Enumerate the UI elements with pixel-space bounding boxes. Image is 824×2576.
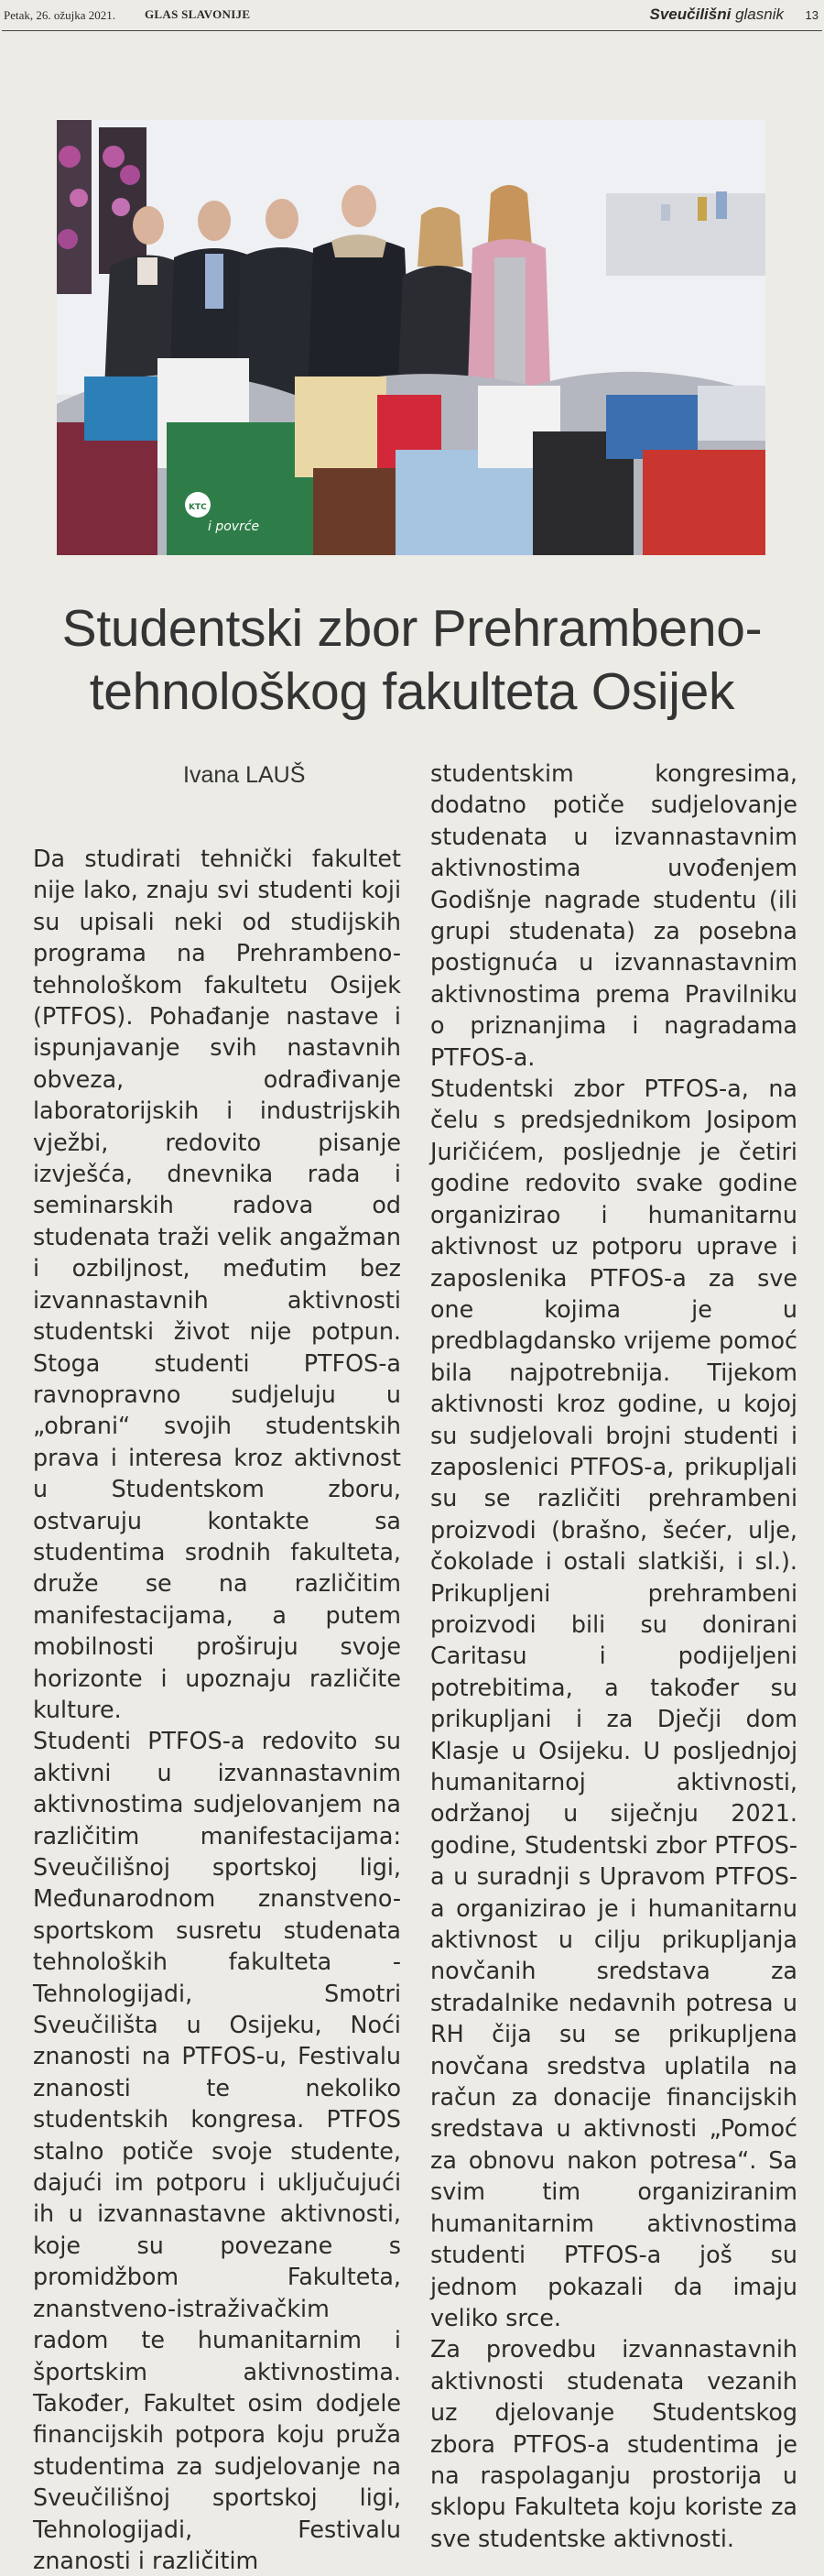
bag-logo: KTC	[189, 503, 207, 512]
paragraph-3: Studentski zbor PTFOS-a, na čelu s predsjednikom Josipom Juričićem, posljednje je četiri godine redovito svake godine organizirao i humanitarnu aktivnost uz potporu uprave i zaposlenika PTFOS-a za sve one kojima je u predblagdansko vrijeme pomoć bila najpotrebnija. Tijekom aktivnosti kroz godine, u kojoj su sudjelovali brojni studenti i zaposlenici PTFOS-a, prikupljali su se različiti prehrambeni proizvodi (brašno, šećer, ulje, čokolade i ostali slatkiši, i sl.). Prikupljeni prehrambeni proizvodi bili su donirani Caritasu i podijeljeni potrebitima, a također su prikupljani i za Dječji dom Klasje u Osijeku. U posljednjoj humanitarnoj aktivnosti, održanoj u siječnju 2021. godine, Studentski zbor PTFOS-a u suradnji s Upravom PTFOS-a organizirao je i humanitarnu aktivnost u cilju prikupljanja novčanih sredstava za stradalnike nedavnih potresa u RH čija su se prikupljena novčana sredstva uplatila na račun za donacije financijskih sredstava u aktivnosti „Pomoć za obnovu nakon potresa“. Sa svim tim organiziranim humanitarnim aktivnostima studenti PTFOS-a još su jednom pokazali da imaju veliko srce.	[430, 1075, 797, 2331]
publication-name-bold: Sveučilišni	[649, 5, 732, 23]
paragraph-2-part-2: studentskim kongresima, dodatno potiče sudjelovanje studenata u izvannastavnim aktivnostima uvođenjem Godišnje nagrade studentu (ili grupi studenata) za posebna postignuća u izvannastavnim aktivnostima prema Pravilniku o priznanjima i nagradama PTFOS-a.	[430, 759, 797, 1071]
article-author: Ivana LAUŠ	[183, 762, 306, 788]
publication-name	[650, 5, 784, 24]
photo-illustration	[57, 120, 765, 555]
article-column-left	[33, 843, 401, 2576]
page-number: 13	[805, 8, 819, 22]
issue-date: Petak, 26. ožujka 2021.	[4, 8, 116, 22]
paragraph-1: Da studirati tehnički fakultet nije lako, znaju svi studenti koji su upisali neki od studijskih programa na Prehrambeno-tehnološkom fakultetu Osijek (PTFOS). Pohađanje nastave i ispunjavanje svih nastavnih obveza, odrađivanje laboratorijskih i industrijskih vježbi, redovito pisanje izvješća, dnevnika rada i seminarskih radova od studenata traži velik angažman i ozbiljnost, međutim bez izvannastavnih aktivnosti studentski život nije potpun. Stoga studenti PTFOS-a ravnopravno sudjeluju u „obrani“ svojih studentskih prava i interesa kroz aktivnost u Studentskom zboru, ostvaruju kontakte sa studentima srodnih fakulteta, druže se na različitim manifestacijama, a putem mobilnosti proširuju svoje horizonte i upoznaju različite kulture.	[33, 845, 401, 1723]
paragraph-4: Za provedbu izvannastavnih aktivnosti studenata vezanih uz djelovanje Studentskog zbora PTFOS-a studentima je na raspolaganju prostorija u sklopu Fakulteta koju koriste za sve studentske aktivnosti.	[430, 2335, 797, 2552]
bag-text: i povrće	[208, 519, 260, 534]
page-header	[0, 0, 824, 26]
article-title: Studentski zbor Prehrambeno-tehnološkog fakulteta Osijek	[61, 599, 763, 721]
article-photo	[57, 120, 765, 555]
article-column-right	[430, 758, 797, 2554]
newspaper-name: GLAS SLAVONIJE	[145, 7, 251, 21]
paragraph-2-part-1: Studenti PTFOS-a redovito su aktivni u izvannastavnim aktivnostima sudjelovanjem na različitim manifestacijama: Sveučilišnoj sportskoj ligi, Međunarodnom znanstveno-sportskom susretu studenata tehnoloških fakulteta - Tehnologijadi, Smotri Sveučilišta u Osijeku, Noći znanosti na PTFOS-u, Festivalu znanosti te nekoliko studentskih kongresa. PTFOS stalno potiče svoje studente, dajući im potporu i uključujući ih u izvannastavne aktivnosti, koje su povezane s promidžbom Fakulteta, znanstveno-istraživačkim radom te humanitarnim i športskim aktivnostima. Također, Fakultet osim dodjele financijskih potpora koju pruža studentima za sudjelovanje na Sveučilišnoj sportskoj ligi, Tehnologijadi, Festivalu znanosti i različitim	[33, 1727, 401, 2574]
header-rule	[2, 30, 822, 31]
publication-name-italic: glasnik	[735, 5, 784, 23]
